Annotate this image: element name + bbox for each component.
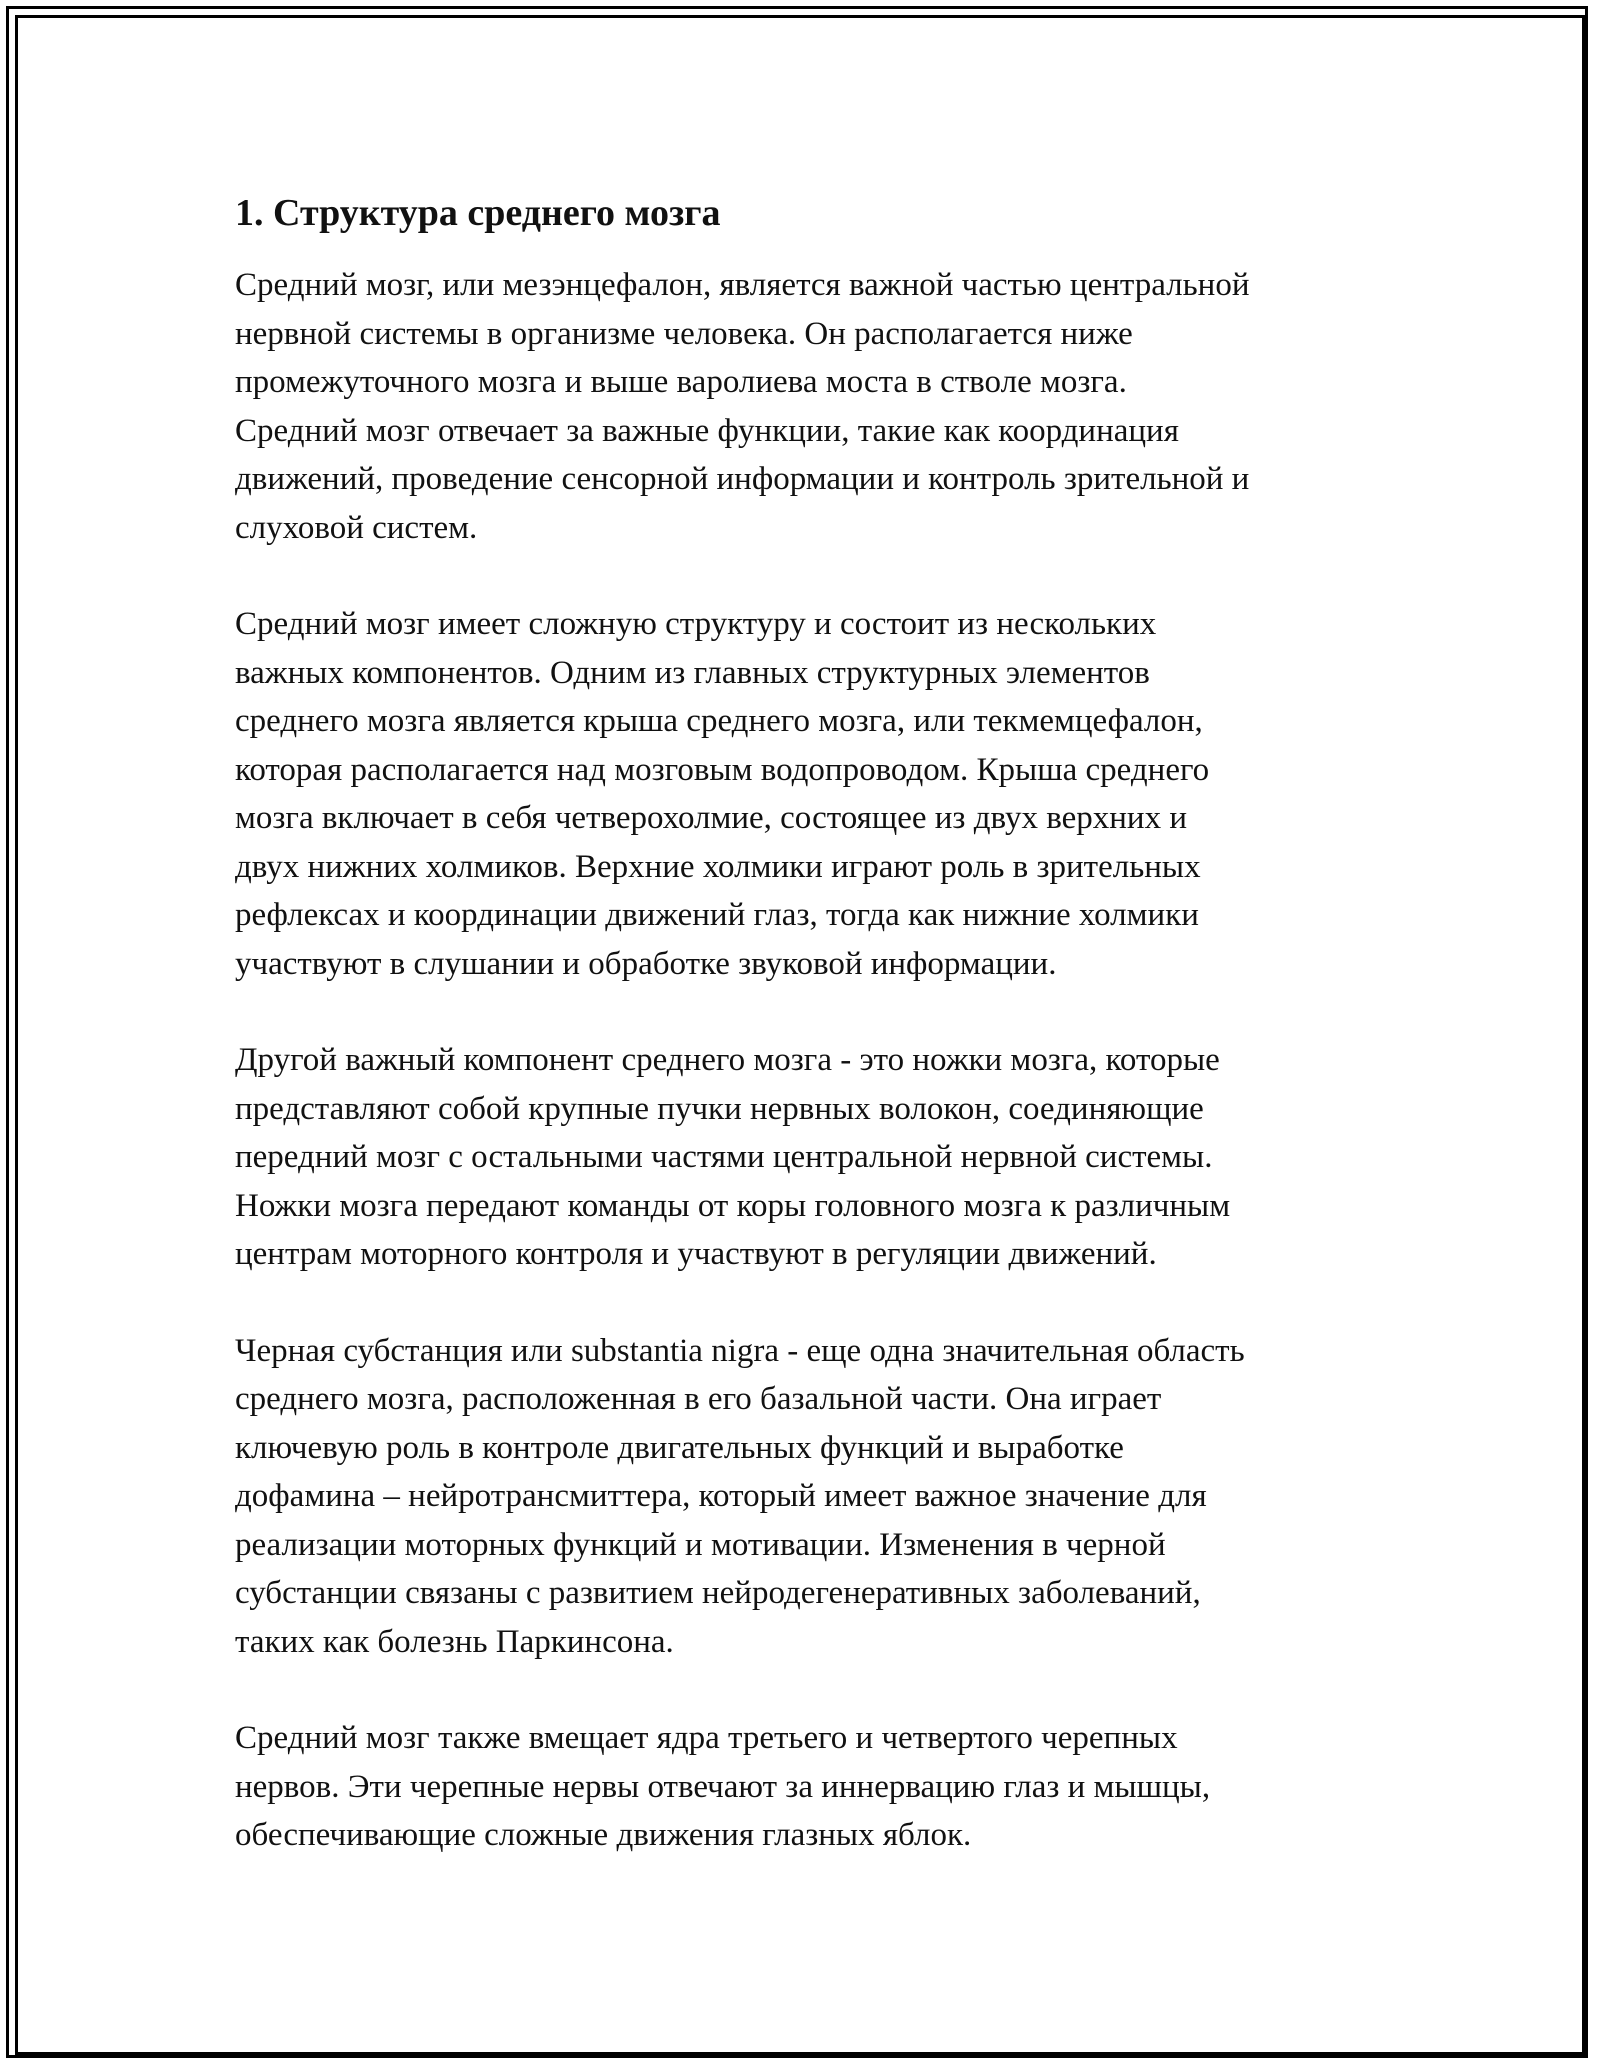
paragraph-line: нервов. Эти черепные нервы отвечают за иннервацию глаз и мышцы, — [235, 1768, 1211, 1805]
paragraph-1 — [235, 261, 1385, 552]
paragraph-line: дофамина – нейротрансмиттера, который имеет важное значение для — [235, 1478, 1207, 1514]
paragraph-line: двух нижних холмиков. Верхние холмики играют роль в зрительных — [235, 848, 1201, 885]
paragraph-line: Средний мозг имеет сложную структуру и состоит из нескольких — [235, 606, 1157, 642]
section-heading: 1. Структура среднего мозга — [235, 192, 721, 234]
paragraph-line: центрам моторного контроля и участвуют в регуляции движений. — [235, 1236, 1157, 1272]
paragraph-3 — [235, 1036, 1385, 1279]
paragraph-line: реализации моторных функций и мотивации. Изменения в черной — [235, 1526, 1166, 1563]
paragraph-line: рефлексах и координации движений глаз, тогда как нижние холмики — [235, 897, 1199, 933]
paragraph-line: Ножки мозга передают команды от коры головного мозга к различным — [235, 1187, 1231, 1224]
paragraph-line: участвуют в слушании и обработке звуковой информации. — [235, 945, 1057, 982]
paragraph-line: передний мозг с остальными частями центральной нервной системы. — [235, 1139, 1213, 1175]
paragraph-line: мозга включает в себя четверохолмие, состоящее из двух верхних и — [235, 800, 1187, 836]
paragraph-line: таких как болезнь Паркинсона. — [235, 1623, 674, 1660]
paragraph-line: Средний мозг отвечает за важные функции, такие как координация — [235, 412, 1179, 449]
paragraph-line: представляют собой крупные пучки нервных волокон, соединяющие — [235, 1090, 1204, 1127]
paragraph-line: Средний мозг, или мезэнцефалон, является важной частью центральной — [235, 267, 1250, 303]
paragraph-line: которая располагается над мозговым водопроводом. Крыша среднего — [235, 751, 1210, 788]
paragraph-line: субстанции связаны с развитием нейродегенеративных заболеваний, — [235, 1575, 1201, 1611]
document-body — [235, 185, 1385, 1908]
paragraph-line: Черная субстанция или substantia nigra - еще одна значительная область — [235, 1332, 1245, 1369]
paragraph-line: обеспечивающие сложные движения глазных яблок. — [235, 1817, 972, 1853]
paragraph-line: Другой важный компонент среднего мозга - это ножки мозга, которые — [235, 1042, 1220, 1078]
paragraph-line: ключевую роль в контроле двигательных функций и выработке — [235, 1429, 1124, 1466]
paragraph-line: нервной системы в организме человека. Он располагается ниже — [235, 315, 1133, 352]
paragraph-2 — [235, 600, 1385, 988]
paragraph-5 — [235, 1714, 1385, 1860]
paragraph-line: слуховой систем. — [235, 509, 478, 546]
paragraph-4 — [235, 1327, 1385, 1667]
paragraph-line: Средний мозг также вмещает ядра третьего и четвертого черепных — [235, 1720, 1178, 1756]
paragraph-line: движений, проведение сенсорной информации и контроль зрительной и — [235, 461, 1250, 497]
paragraph-line: важных компонентов. Одним из главных структурных элементов — [235, 654, 1150, 691]
paragraph-line: промежуточного мозга и выше варолиева моста в стволе мозга. — [235, 364, 1127, 400]
paragraph-line: среднего мозга, расположенная в его базальной части. Она играет — [235, 1381, 1162, 1417]
paragraph-line: среднего мозга является крыша среднего мозга, или текмемцефалон, — [235, 703, 1203, 739]
